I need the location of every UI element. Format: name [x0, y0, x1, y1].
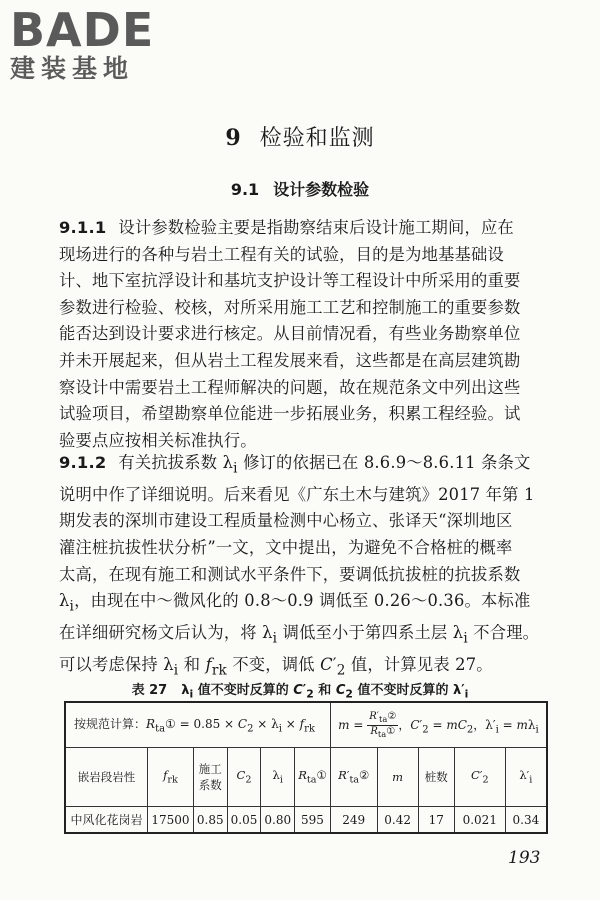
formula-right: m = $\frac{R'_{ta}②}{R_{ta}①}$ ，$C'_2 = mC_2$，$\lambda'_i = m\lambda_i$: [330, 702, 547, 748]
paragraph-line: 太高，在现有施工和测试水平条件下，要调低抗拔桩的抗拔系数: [59, 564, 521, 584]
table-cell: 17500: [147, 807, 193, 834]
table-cell: 0.85: [193, 807, 227, 834]
table-cell: 中风化花岗岩: [65, 807, 147, 834]
paragraph-line: 参数进行检验、校核，对所采用施工工艺和控制施工的重要参数: [59, 297, 521, 317]
fraction: $\frac{R'_{ta}②}{R_{ta}①}$: [369, 710, 397, 739]
table-title: $\lambda_i$ 值不变时反算的 $C'_2$ 和 $C_2$ 值不变时反算的 $\lambda'_i$: [181, 683, 469, 701]
table-cell: 595: [295, 807, 331, 834]
paragraph-9-1-2: [59, 450, 565, 684]
column-header: $\lambda'_i$: [505, 748, 547, 807]
paragraph-line: 在详细研究杨文后认为，将 $\lambda_i$ 调低至小于第四系土层 $\lambda_i$ 不合理。: [59, 623, 540, 647]
column-header: $C_2$: [227, 748, 261, 807]
logo: [10, 3, 180, 84]
column-header: 施工 系数: [193, 748, 227, 807]
paragraph-line: 能否达到设计要求进行核定。从目前情况看，有些业务勘察单位: [59, 324, 521, 344]
paragraph-line: 灌注桩抗拔性状分析”一文，文中提出，为避免不合格桩的概率: [59, 538, 513, 558]
column-header: $\lambda_i$: [261, 748, 295, 807]
paragraph-9-1-1: [59, 215, 565, 454]
logo-wordmark: BADE: [10, 3, 155, 57]
paragraph-line: 期发表的深圳市建设工程质量检测中心杨立、张译天“深圳地区: [59, 511, 513, 531]
paragraph-line: $\lambda_i$，由现在中～微风化的 0.8～0.9 调低至 0.26～0.36。本标准: [59, 591, 531, 615]
paragraph-line: 试验项目，希望勘察单位能进一步拓展业务，积累工程经验。试: [59, 404, 521, 424]
table-cell: 0.021: [454, 807, 505, 834]
paragraph-line: 计、地下室抗浮设计和基坑支护设计等工程设计中所采用的重要: [59, 271, 521, 291]
formula-row: [65, 702, 547, 748]
section-number: 9.1: [230, 180, 260, 199]
paragraph-line: 9.1.2 有关抗拔系数 $\lambda_i$ 修订的依据已在 8.6.9～8.6.11 条条文: [59, 453, 531, 477]
column-header: 嵌岩段岩性: [65, 748, 147, 807]
chapter-number: 9: [225, 125, 242, 151]
section-heading: [0, 177, 600, 200]
logo-chinese: 建装基地: [10, 54, 135, 83]
data-table: [64, 701, 548, 834]
header-row: [65, 748, 547, 807]
paragraph-line: 验要点应按相关标准执行。: [59, 430, 257, 450]
formula-left: 按规范计算：$R_{ta}① = 0.85 \times C_2 \times \lambda_i \times f_{rk}$: [65, 702, 330, 748]
chapter-heading: [0, 121, 600, 152]
column-header: $f_{rk}$: [147, 748, 193, 807]
table-number: 表 27: [131, 683, 168, 698]
table-row: [65, 807, 547, 834]
page-number: 193: [508, 848, 541, 868]
table-cell: 0.34: [505, 807, 547, 834]
section-title: 设计参数检验: [273, 180, 370, 199]
table-cell: 0.05: [227, 807, 261, 834]
clause-number: 9.1.1: [59, 218, 107, 237]
column-header: $R_{ta}①$: [295, 748, 331, 807]
table-cell: 249: [330, 807, 377, 834]
paragraph-line: 现场进行的各种与岩土工程有关的试验，目的是为地基基础设: [59, 244, 504, 264]
paragraph-line: 并未开展起来，但从岩土工程发展来看，这些都是在高层建筑勘: [59, 350, 521, 370]
column-header: m: [377, 748, 418, 807]
paragraph-line: 说明中作了详细说明。后来看见《广东土木与建筑》2017 年第 1: [59, 484, 535, 504]
table-cell: 0.42: [377, 807, 418, 834]
paragraph-line: 可以考虑保持 $\lambda_i$ 和 $f_{rk}$ 不变，调低 $C'_2$ 值，计算见表 27。: [59, 654, 493, 679]
table-caption: [0, 679, 600, 701]
column-header: 桩数: [418, 748, 454, 807]
paragraph-line: 察设计中需要岩土工程师解决的问题，故在规范条文中列出这些: [59, 377, 521, 397]
chapter-title: 检验和监测: [259, 126, 375, 151]
table-cell: 0.80: [261, 807, 295, 834]
paragraph-line: 9.1.1 设计参数检验主要是指勘察结束后设计施工期间，应在: [59, 218, 514, 237]
table-cell: 17: [418, 807, 454, 834]
clause-number: 9.1.2: [59, 453, 107, 472]
column-header: $R'_{ta}②$: [330, 748, 377, 807]
column-header: $C'_2$: [454, 748, 505, 807]
